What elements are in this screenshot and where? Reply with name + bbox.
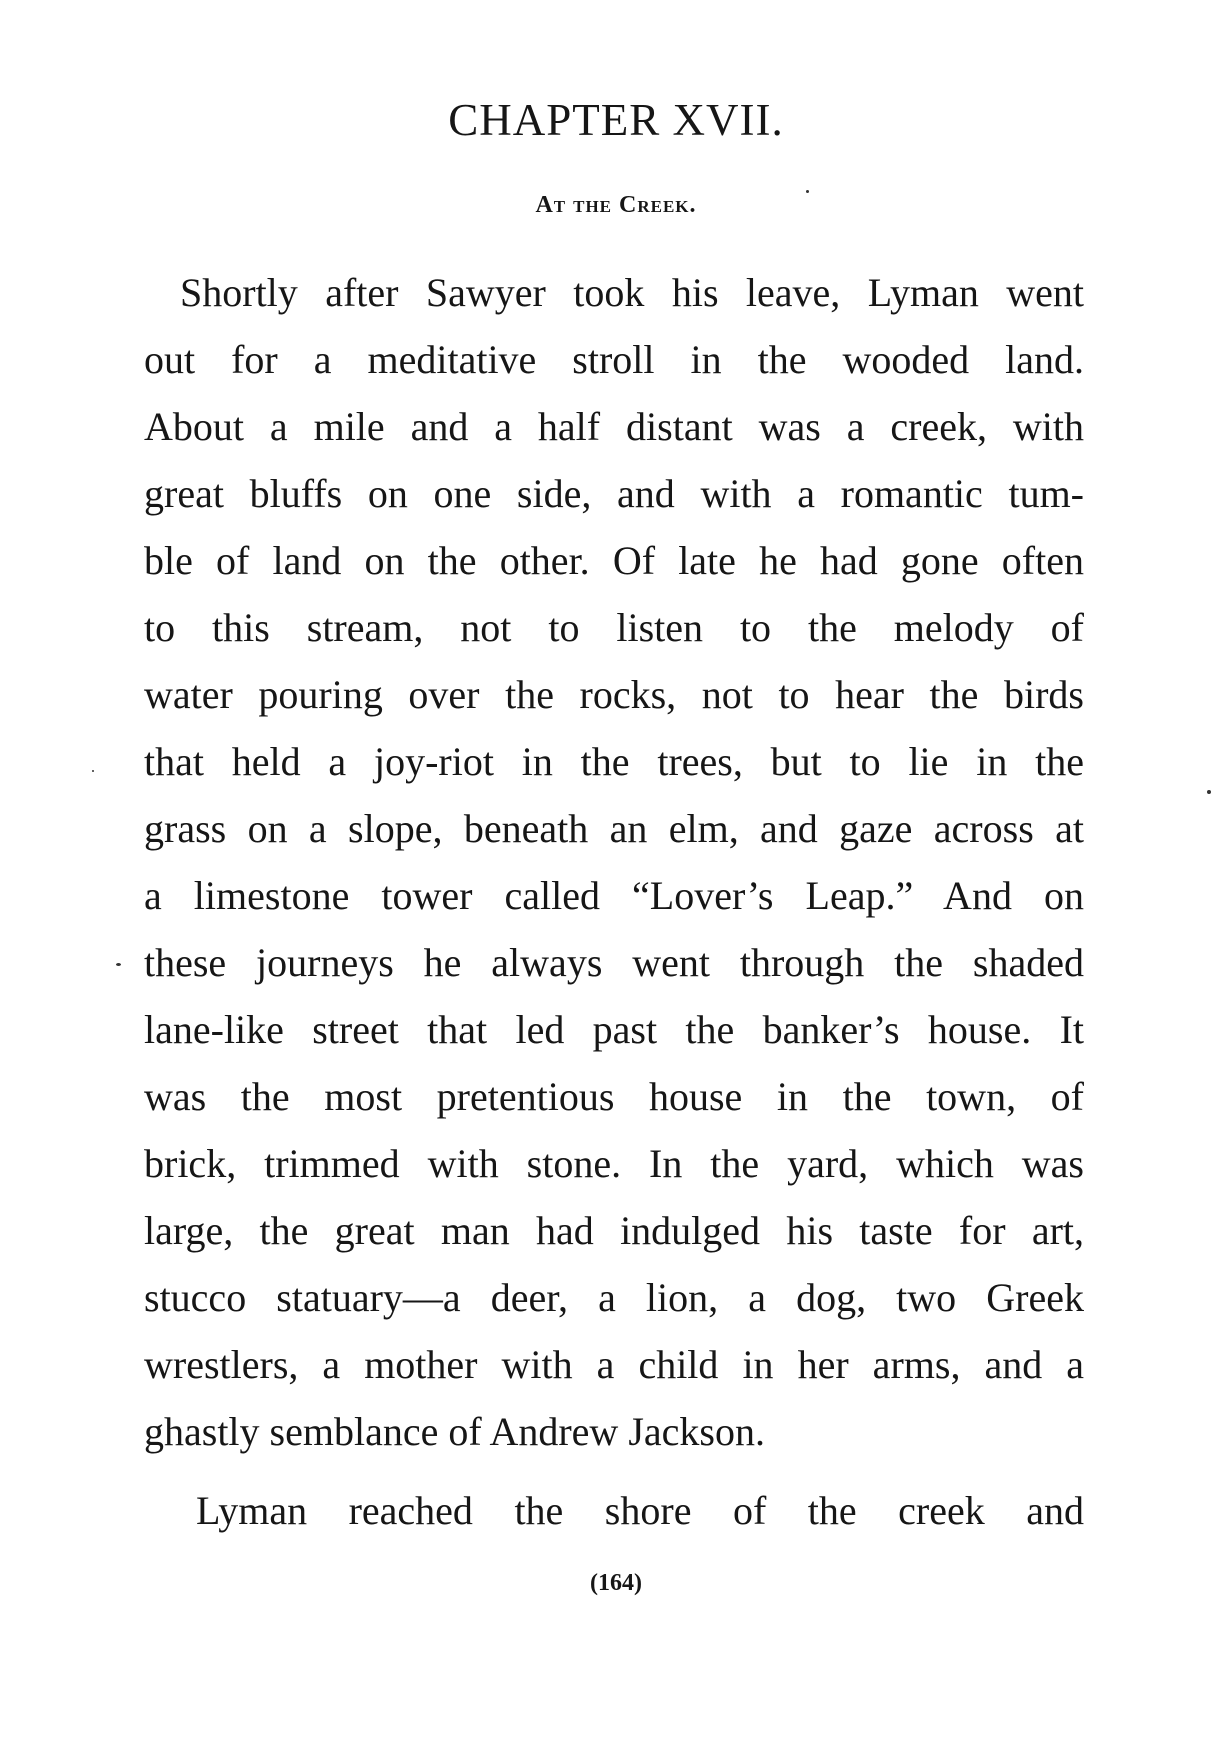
scan-speck (806, 190, 809, 193)
text-line: Shortly after Sawyer took his leave, Lyman went (180, 270, 1084, 315)
text-line: a limestone tower called “Lover’s Leap.” And on (144, 873, 1084, 918)
scan-speck (1207, 790, 1211, 794)
text-line: Lyman reached the shore of the creek and (196, 1488, 1084, 1533)
scan-speck (116, 963, 121, 966)
text-line: lane-like street that led past the banker’s house. It (144, 1007, 1084, 1052)
text-line: that held a joy-riot in the trees, but to lie in the (144, 739, 1084, 784)
chapter-title: CHAPTER XVII. (448, 95, 784, 145)
text-line: grass on a slope, beneath an elm, and gaze across at (144, 806, 1084, 851)
text-line: ghastly semblance of Andrew Jackson. (144, 1409, 765, 1454)
text-line: stucco statuary—a deer, a lion, a dog, two Greek (144, 1275, 1084, 1320)
text-line: to this stream, not to listen to the melody of (144, 605, 1084, 650)
text-line: brick, trimmed with stone. In the yard, which was (144, 1141, 1084, 1186)
text-line: was the most pretentious house in the town, of (144, 1074, 1084, 1119)
chapter-subtitle: At the Creek. (535, 192, 697, 218)
text-line: water pouring over the rocks, not to hear the birds (144, 672, 1084, 717)
paragraph-2 (144, 1482, 1084, 1549)
text-line: out for a meditative stroll in the wooded land. (144, 337, 1084, 382)
scan-speck (92, 770, 94, 772)
paragraph-1 (144, 264, 1084, 1470)
text-line: large, the great man had indulged his taste for art, (144, 1208, 1084, 1253)
page-number: (164) (590, 1570, 642, 1596)
text-line: About a mile and a half distant was a creek, with (144, 404, 1084, 449)
text-line: great bluffs on one side, and with a romantic tum- (144, 471, 1084, 516)
text-line: these journeys he always went through the shaded (144, 940, 1084, 985)
text-line: ble of land on the other. Of late he had gone often (144, 538, 1084, 583)
text-line: wrestlers, a mother with a child in her arms, and a (144, 1342, 1084, 1387)
